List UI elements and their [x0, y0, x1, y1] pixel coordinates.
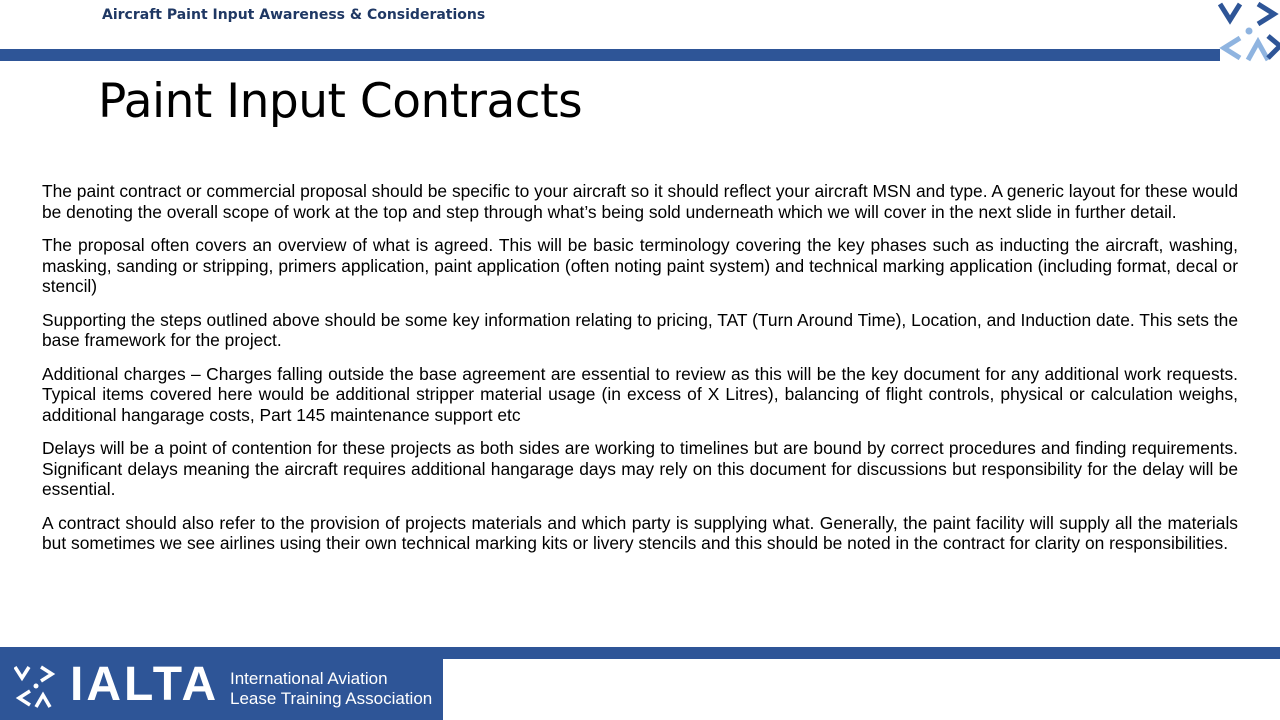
- ialta-mark-icon: [14, 664, 58, 708]
- paragraph-delays: Delays will be a point of contention for these projects as both sides are working to timelines but are bound by correct procedures and finding requirements. Significant delays meaning the aircraft requires additional hangarage days may rely on this document for discussions but responsibility for the delay will be essential.: [42, 438, 1238, 499]
- footer-logo: [0, 647, 443, 720]
- paragraph-key-information: Supporting the steps outlined above should be some key information relating to pricing, TAT (Turn Around Time), Location, and Induction date. This sets the base framework for the project.: [42, 309, 1238, 350]
- slide-title: Paint Input Contracts: [98, 74, 583, 129]
- slide-body: [42, 181, 1238, 567]
- footer-wordmark: IALTA: [70, 658, 220, 711]
- footer-organization-name: [230, 669, 432, 709]
- ialta-mark-icon: [1218, 0, 1280, 62]
- header-divider-bar: [0, 49, 1220, 61]
- paragraph-overview: The proposal often covers an overview of what is agreed. This will be basic terminology covering the key phases such as inducting the aircraft, washing, masking, sanding or stripping, primers application, paint application (often noting paint system) and technical marking application (including format, decal or stencil): [42, 235, 1238, 296]
- paragraph-materials: A contract should also refer to the provision of projects materials and which party is supplying what. Generally, the paint facility will supply all the materials but sometimes we see airlines using their own technical marking kits or livery stencils and this should be noted in the contract for clarity on responsibilities.: [42, 512, 1238, 553]
- footer-divider-bar: [443, 647, 1280, 659]
- paragraph-scope: The paint contract or commercial proposal should be specific to your aircraft so it should reflect your aircraft MSN and type. A generic layout for these would be denoting the overall scope of work at the top and step through what’s being sold underneath which we will cover in the next slide in further detail.: [42, 181, 1238, 222]
- header-title: Aircraft Paint Input Awareness & Considerations: [102, 7, 486, 23]
- footer-org-line-2: Lease Training Association: [230, 689, 433, 708]
- paragraph-additional-charges: Additional charges – Charges falling outside the base agreement are essential to review as this will be the key document for any additional work requests. Typical items covered here would be additional stripper material usage (in excess of X Litres), balancing of flight controls, physical or calculation weighs, additional hangarage costs, Part 145 maintenance support etc: [42, 363, 1238, 425]
- footer-org-line-1: International Aviation: [230, 669, 388, 688]
